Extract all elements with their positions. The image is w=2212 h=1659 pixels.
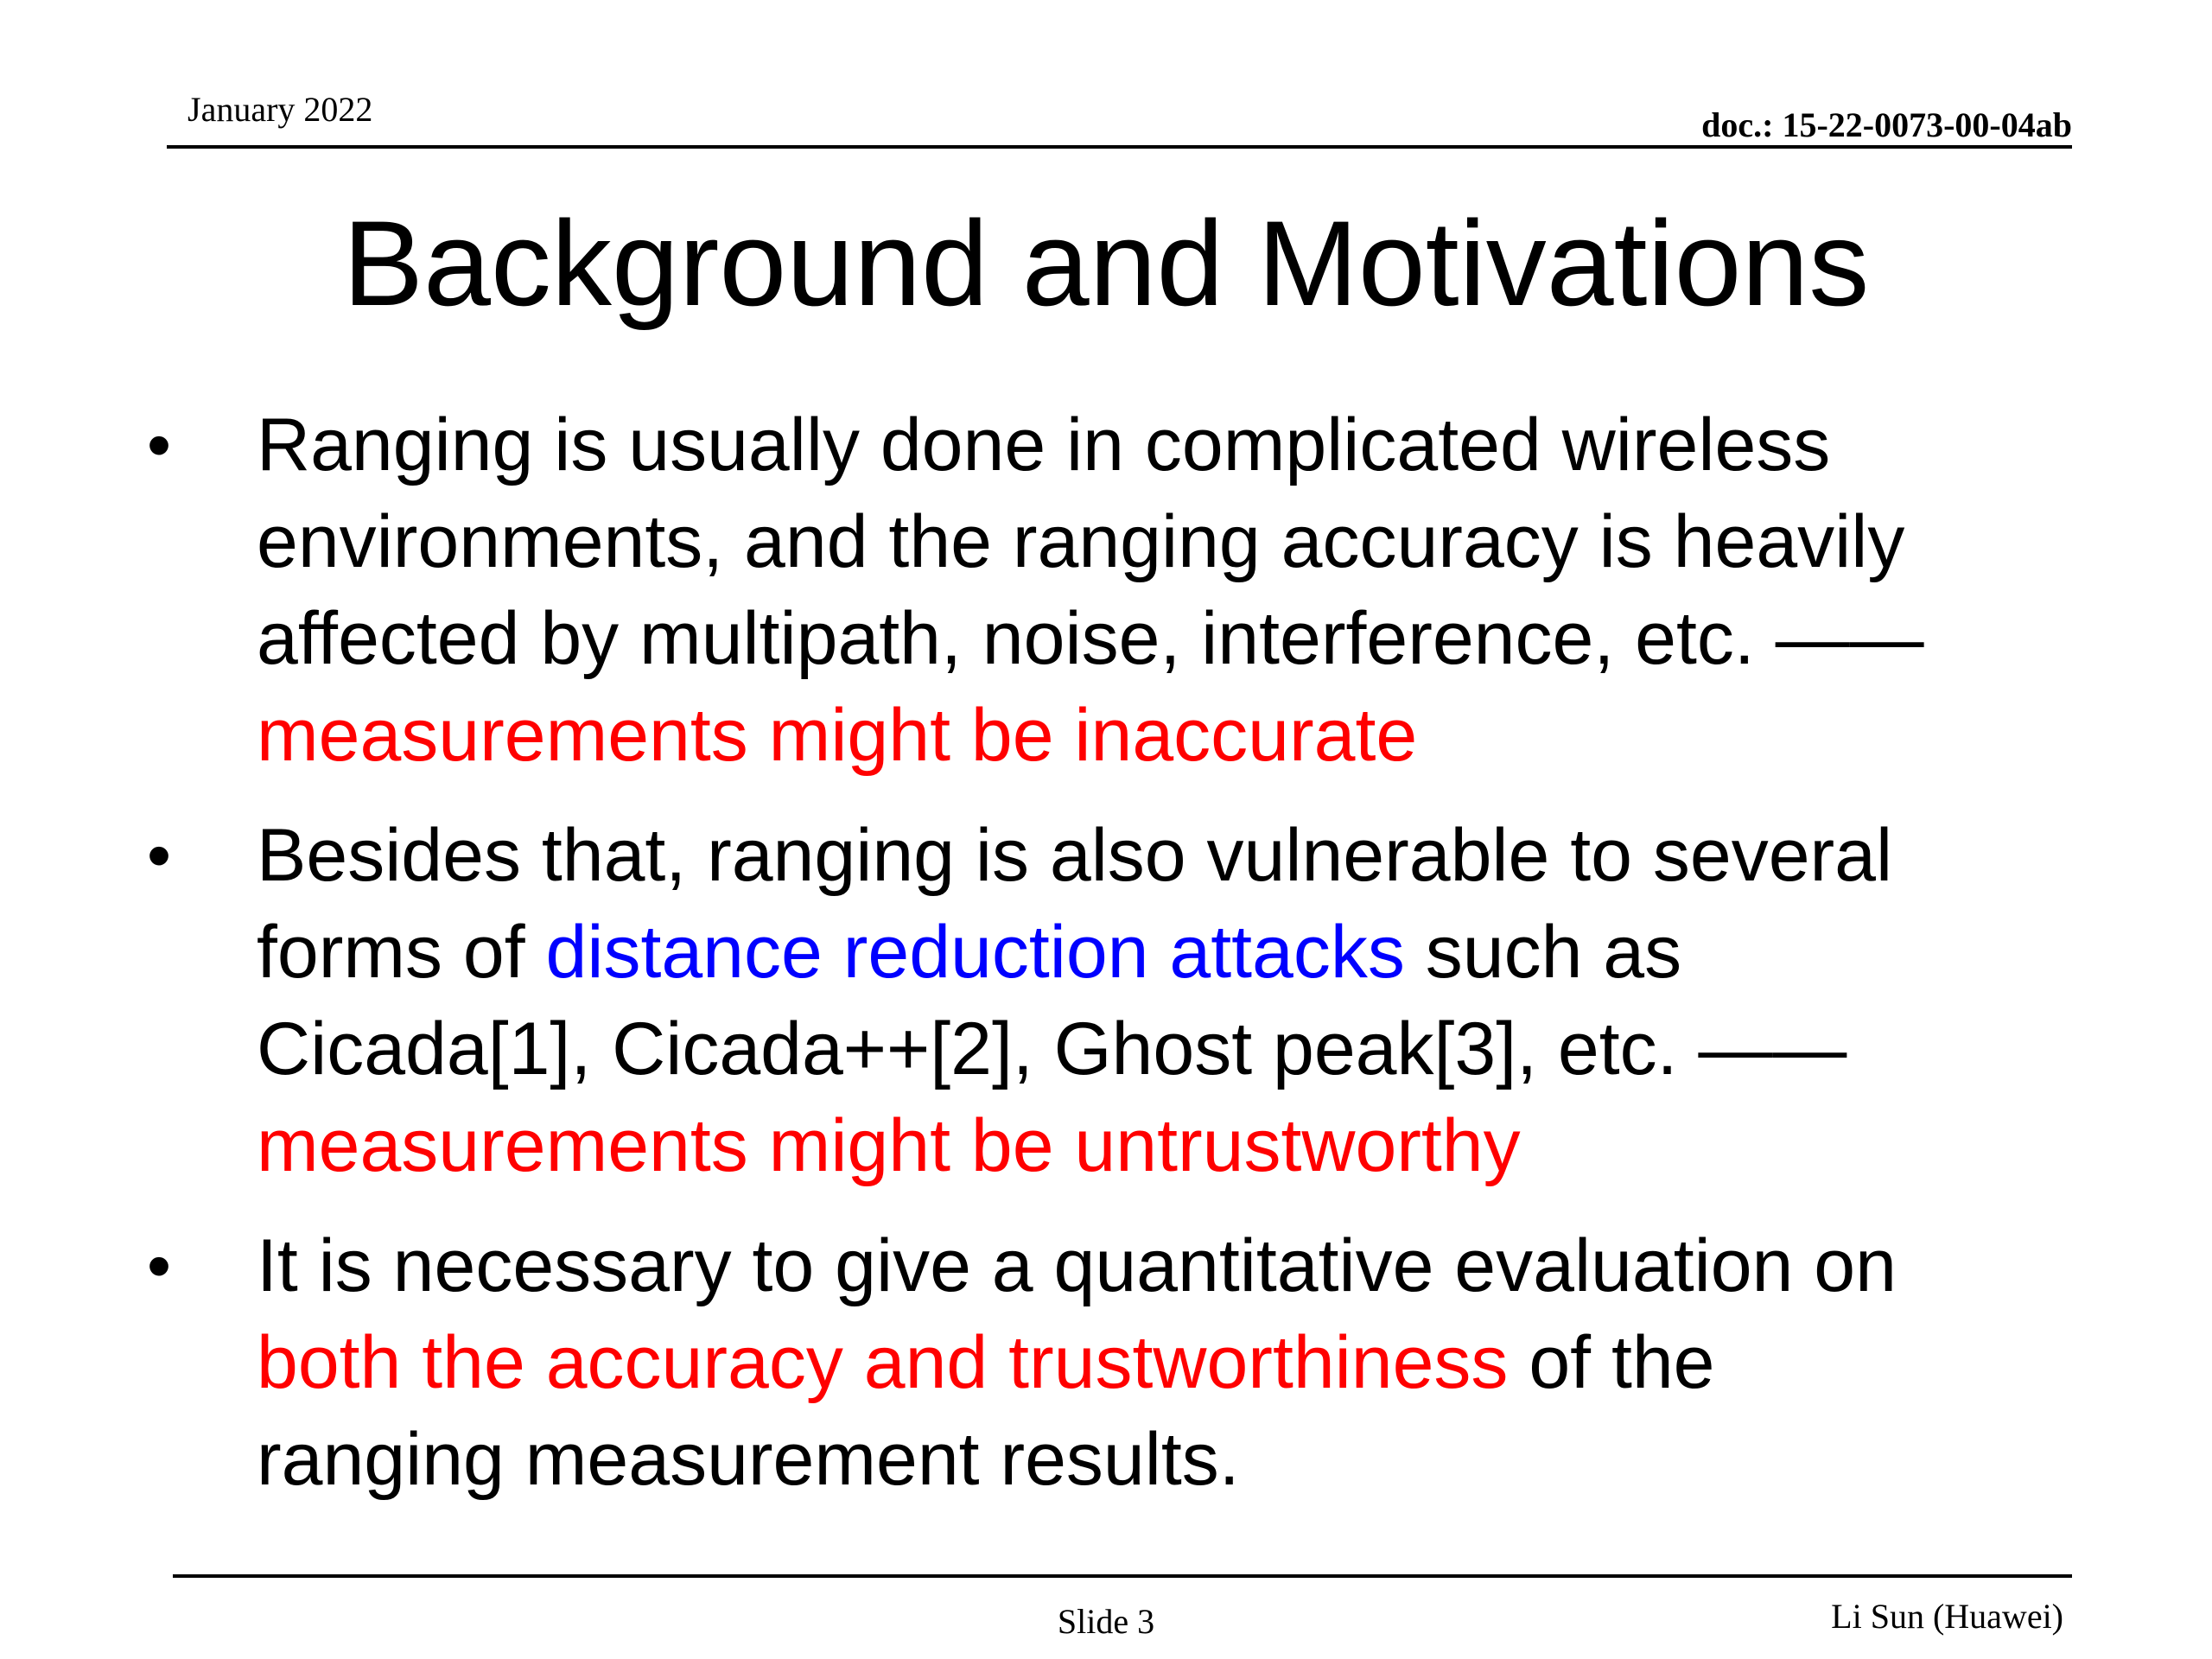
bullet-marker: • [147,406,172,483]
header-rule [167,145,2072,149]
bullet-line [257,1314,2106,1411]
bullet-line [257,493,2106,590]
text-run: affected by multipath, noise, interference, etc. —— [257,597,1924,680]
text-run: It is necessary to give a quantitative evaluation on [257,1224,1897,1307]
text-run: forms of [257,911,546,994]
bullet-line [257,1411,2106,1508]
bullet-marker: • [147,1227,172,1304]
footer-rule [173,1574,2072,1578]
bullet-line [257,1001,2106,1097]
bullet-line [257,1217,2106,1314]
footer-author: Li Sun (Huawei) [1831,1597,2063,1636]
emphasis-red-text: both the accuracy and trustworthiness [257,1321,1509,1404]
header-doc-id: doc.: 15-22-0073-00-04ab [1701,105,2072,144]
text-run: ranging measurement results. [257,1418,1240,1501]
text-run: Ranging is usually done in complicated wireless [257,404,1831,486]
bullet-line [257,397,2106,493]
bullet-line [257,807,2106,904]
emphasis-blue-text: distance reduction attacks [545,911,1405,994]
slide-number: Slide 3 [1057,1602,1155,1641]
bullet-line [257,1097,2106,1194]
header-date: January 2022 [188,90,373,129]
bullet-line [257,687,2106,784]
text-run: such as [1404,911,1682,994]
emphasis-red-text: measurements might be inaccurate [257,694,1418,777]
text-run: of the [1508,1321,1715,1404]
slide-title: Background and Motivations [342,195,1870,331]
bullet-text-3 [257,1217,2106,1508]
bullet-line [257,904,2106,1001]
emphasis-red-text: measurements might be untrustworthy [257,1104,1521,1187]
text-run: environments, and the ranging accuracy is heavily [257,500,1905,583]
text-run: Cicada[1], Cicada++[2], Ghost peak[3], etc. —— [257,1007,1847,1090]
bullet-text-2 [257,807,2106,1194]
bullet-text-1 [257,397,2106,784]
bullet-line [257,590,2106,687]
bullet-marker: • [147,817,172,893]
text-run: Besides that, ranging is also vulnerable to several [257,814,1893,897]
